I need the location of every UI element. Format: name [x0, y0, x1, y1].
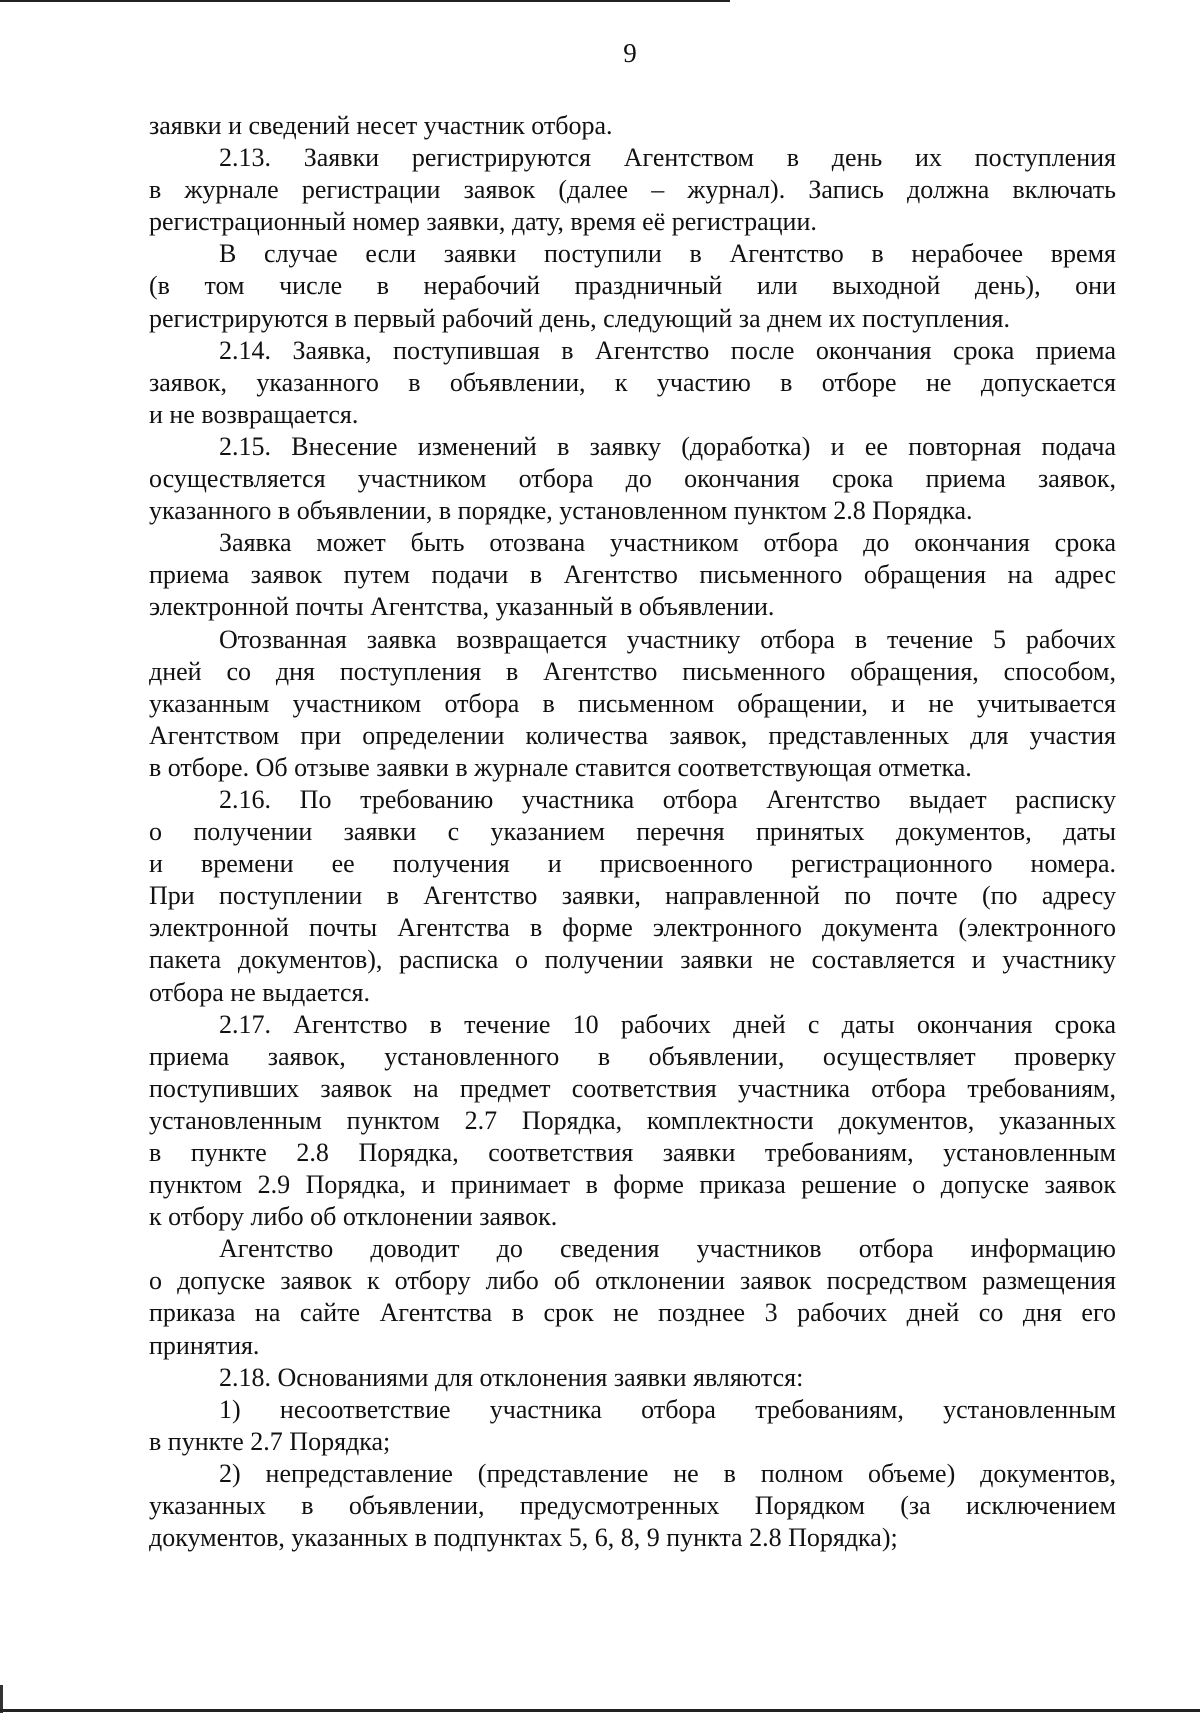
text-line: принятия. — [149, 1330, 260, 1360]
text-line: Отозванная заявка возвращается участнику отбора в течение 5 рабочих — [219, 624, 1116, 654]
text-line: заявок, указанного в объявлении, к участию в отборе не допускается — [149, 367, 1116, 397]
document-body — [149, 110, 1116, 1554]
text-line: 2.13. Заявки регистрируются Агентством в день их поступления — [219, 143, 1116, 173]
text-line: В случае если заявки поступили в Агентство в нерабочее время — [219, 239, 1116, 269]
text-line: установленным пунктом 2.7 Порядка, комплектности документов, указанных — [149, 1105, 1116, 1135]
text-line: 2.14. Заявка, поступившая в Агентство после окончания срока приема — [219, 335, 1116, 365]
text-line: Агентством при определении количества заявок, представленных для участия — [149, 720, 1116, 750]
text-line: о получении заявки с указанием перечня принятых документов, даты — [149, 817, 1116, 847]
text-line: 2.15. Внесение изменений в заявку (доработка) и ее повторная подача — [219, 431, 1116, 461]
text-line: указанным участником отбора в письменном обращении, и не учитывается — [149, 688, 1116, 718]
text-line: и не возвращается. — [149, 399, 359, 429]
text-line: приказа на сайте Агентства в срок не позднее 3 рабочих дней со дня его — [149, 1298, 1116, 1328]
text-line: в журнале регистрации заявок (далее – журнал). Запись должна включать — [149, 175, 1116, 205]
text-line: в пункте 2.8 Порядка, соответствия заявки требованиям, установленным — [149, 1138, 1116, 1167]
text-line: пунктом 2.9 Порядка, и принимает в форме приказа решение о допуске заявок — [149, 1170, 1116, 1200]
text-line: в пункте 2.7 Порядка; — [149, 1426, 391, 1456]
text-line: о допуске заявок к отбору либо об отклонении заявок посредством размещения — [149, 1266, 1116, 1296]
text-line: регистрируются в первый рабочий день, следующий за днем их поступления. — [149, 303, 1011, 333]
text-line: (в том числе в нерабочий праздничный или выходной день), они — [149, 271, 1116, 301]
text-line: При поступлении в Агентство заявки, направленной по почте (по адресу — [149, 881, 1116, 911]
text-line: указанных в объявлении, предусмотренных Порядком (за исключением — [149, 1491, 1116, 1521]
text-line: пакета документов), расписка о получении заявки не составляется и участнику — [149, 945, 1116, 975]
text-line: поступивших заявок на предмет соответствия участника отбора требованиям, — [149, 1073, 1116, 1103]
text-line: 2.16. По требованию участника отбора Агентство выдает расписку — [219, 784, 1116, 814]
page-number: 9 — [623, 38, 637, 68]
text-line: 2) непредставление (представление не в полном объеме) документов, — [219, 1458, 1116, 1488]
text-line: документов, указанных в подпунктах 5, 6, 8, 9 пункта 2.8 Порядка); — [149, 1523, 898, 1553]
text-line: электронной почты Агентства, указанный в объявлении. — [149, 592, 775, 622]
text-line: осуществляется участником отбора до окончания срока приема заявок, — [149, 464, 1116, 494]
text-line: отбора не выдается. — [149, 977, 370, 1007]
text-line: электронной почты Агентства в форме электронного документа (электронного — [149, 913, 1116, 943]
text-line: указанного в объявлении, в порядке, установленном пунктом 2.8 Порядка. — [149, 496, 973, 526]
text-line: регистрационный номер заявки, дату, время её регистрации. — [149, 207, 817, 237]
text-line: дней со дня поступления в Агентство письменного обращения, способом, — [149, 656, 1116, 686]
text-line: к отбору либо об отклонении заявок. — [149, 1202, 558, 1232]
text-line: приема заявок путем подачи в Агентство письменного обращения на адрес — [149, 560, 1116, 590]
text-line: в отборе. Об отзыве заявки в журнале ставится соответствующая отметка. — [149, 752, 972, 782]
text-line: и времени ее получения и присвоенного регистрационного номера. — [149, 849, 1116, 879]
text-line: Заявка может быть отозвана участником отбора до окончания срока — [219, 528, 1116, 558]
text-line: заявки и сведений несет участник отбора. — [149, 111, 613, 140]
text-line: Агентство доводит до сведения участников отбора информацию — [219, 1234, 1116, 1264]
text-line: 2.18. Основаниями для отклонения заявки являются: — [219, 1362, 804, 1392]
text-line: 2.17. Агентство в течение 10 рабочих дней с даты окончания срока — [219, 1009, 1116, 1039]
scan-bottom-edge-line — [0, 1709, 1200, 1712]
scan-top-edge-line — [0, 0, 730, 2]
text-line: 1) несоответствие участника отбора требованиям, установленным — [219, 1394, 1116, 1424]
text-line: приема заявок, установленного в объявлении, осуществляет проверку — [149, 1041, 1116, 1071]
